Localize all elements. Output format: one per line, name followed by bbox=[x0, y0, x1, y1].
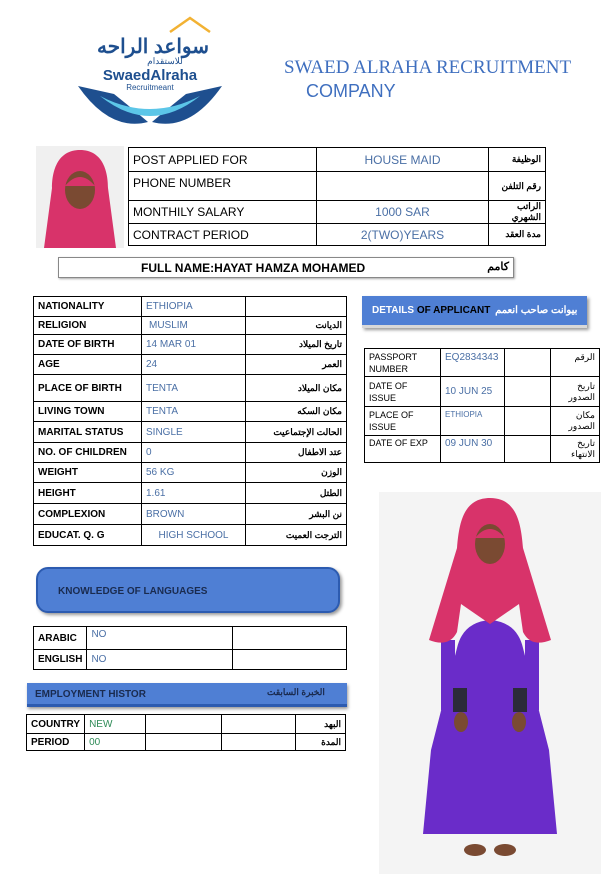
table-row bbox=[34, 504, 347, 525]
job-label: POST APPLIED FOR bbox=[129, 148, 317, 172]
field-arabic: نن البشر bbox=[246, 504, 347, 525]
passport-label: PASSPORT NUMBER bbox=[365, 349, 441, 377]
field-value: 24 bbox=[142, 355, 246, 375]
passport-table bbox=[364, 348, 600, 463]
job-row bbox=[129, 201, 546, 224]
table-row bbox=[34, 402, 347, 422]
job-value: 1000 SAR bbox=[317, 201, 489, 224]
languages-header bbox=[36, 567, 340, 613]
field-label: WEIGHT bbox=[34, 463, 142, 483]
field-label: PLACE OF BIRTH bbox=[34, 375, 142, 402]
field-label: NO. OF CHILDREN bbox=[34, 443, 142, 463]
applicant-full-photo bbox=[379, 492, 601, 874]
passport-value: ETHIOPIA bbox=[441, 407, 505, 436]
passport-label: PLACE OF ISSUE bbox=[365, 407, 441, 436]
table-row bbox=[34, 375, 347, 402]
employment-label: PERIOD bbox=[27, 734, 85, 751]
table-row bbox=[365, 407, 600, 436]
job-value: HOUSE MAID bbox=[317, 148, 489, 172]
job-row bbox=[129, 172, 546, 201]
field-value: 14 MAR 01 bbox=[142, 335, 246, 355]
passport-arabic: تاريخ الصدور bbox=[551, 377, 600, 407]
language-label: ARABIC bbox=[34, 627, 87, 650]
logo-arabic-name: سواعد الراحه bbox=[97, 36, 209, 58]
field-arabic: الترجت العميت bbox=[246, 525, 347, 546]
table-row bbox=[34, 297, 347, 317]
table-row bbox=[27, 715, 346, 734]
passport-value: 10 JUN 25 bbox=[441, 377, 505, 407]
table-row bbox=[34, 335, 347, 355]
employment-arabic-label: البهد bbox=[296, 715, 346, 734]
company-title-line2: COMPANY bbox=[306, 81, 396, 101]
field-value: MUSLIM bbox=[142, 317, 246, 335]
field-label: COMPLEXION bbox=[34, 504, 142, 525]
field-value: 0 bbox=[142, 443, 246, 463]
job-arabic: الوظيفة bbox=[489, 148, 546, 172]
table-row bbox=[34, 525, 347, 546]
language-label: ENGLISH bbox=[34, 650, 87, 670]
job-label: MONTHILY SALARY bbox=[129, 201, 317, 224]
job-arabic: مدة العقد bbox=[489, 224, 546, 246]
field-arabic: الطتل bbox=[246, 483, 347, 504]
details-header-part1: DETAILS bbox=[372, 305, 415, 316]
employment-title: EMPLOYMENT HISTOR bbox=[35, 689, 146, 700]
job-row bbox=[129, 148, 546, 172]
logo-english-name: SwaedAlraha bbox=[102, 67, 198, 84]
details-header-part2: OF APPLICANT bbox=[416, 305, 491, 316]
passport-value: EQ2834343 bbox=[441, 349, 505, 377]
language-value: NO bbox=[87, 627, 233, 650]
company-title-line1: SWAED ALRAHA RECRUITMENT bbox=[284, 57, 572, 78]
details-header bbox=[362, 296, 587, 328]
applicant-portrait bbox=[36, 146, 124, 248]
job-value: 2(TWO)YEARS bbox=[317, 224, 489, 246]
full-name: FULL NAME:HAYAT HAMZA MOHAMED bbox=[141, 261, 366, 275]
field-value: 56 KG bbox=[142, 463, 246, 483]
table-row bbox=[27, 734, 346, 751]
personal-details-table bbox=[33, 296, 347, 546]
table-row bbox=[34, 422, 347, 443]
job-arabic: الراتب الشهري bbox=[489, 201, 546, 224]
field-arabic: مكان السكه bbox=[246, 402, 347, 422]
passport-value: 09 JUN 30 bbox=[441, 436, 505, 463]
table-row bbox=[34, 627, 347, 650]
field-arabic: الوزن bbox=[246, 463, 347, 483]
field-label: RELIGION bbox=[34, 317, 142, 335]
field-value: TENTA bbox=[142, 402, 246, 422]
table-row bbox=[34, 443, 347, 463]
table-row bbox=[365, 349, 600, 377]
job-arabic: رقم التلفن bbox=[489, 172, 546, 201]
full-name-bar bbox=[58, 257, 514, 278]
field-label: AGE bbox=[34, 355, 142, 375]
field-value: BROWN bbox=[142, 504, 246, 525]
passport-label: DATE OF ISSUE bbox=[365, 377, 441, 407]
field-value: 1.61 bbox=[142, 483, 246, 504]
employment-value: 00 bbox=[85, 734, 146, 751]
table-row bbox=[34, 650, 347, 670]
field-arabic: تاريخ الميلاد bbox=[246, 335, 347, 355]
job-value bbox=[317, 172, 489, 201]
company-logo bbox=[70, 14, 230, 132]
table-row bbox=[34, 483, 347, 504]
field-value: SINGLE bbox=[142, 422, 246, 443]
employment-arabic: الخبرة السابقت bbox=[267, 687, 325, 697]
field-label: NATIONALITY bbox=[34, 297, 142, 317]
full-name-arabic: كامم bbox=[487, 261, 509, 273]
language-value: NO bbox=[87, 650, 233, 670]
field-arabic bbox=[246, 297, 347, 317]
field-label: EDUCAT. Q. G bbox=[34, 525, 142, 546]
field-arabic: الديانت bbox=[246, 317, 347, 335]
field-arabic: الحالت الإجتماعيت bbox=[246, 422, 347, 443]
logo-arabic-sub: للاستقدام bbox=[147, 56, 183, 66]
details-header-arabic: بيوانت صاحب انعمم bbox=[495, 305, 578, 316]
table-row bbox=[34, 463, 347, 483]
passport-arabic: الرقم bbox=[551, 349, 600, 377]
field-arabic: عتد الاطفال bbox=[246, 443, 347, 463]
field-arabic: العمر bbox=[246, 355, 347, 375]
job-info-table bbox=[128, 147, 546, 246]
passport-arabic: تاريخ الانتهاء bbox=[551, 436, 600, 463]
languages-title: KNOWLEDGE OF LANGUAGES bbox=[58, 586, 208, 597]
field-label: LIVING TOWN bbox=[34, 402, 142, 422]
field-label: MARITAL STATUS bbox=[34, 422, 142, 443]
passport-label: DATE OF EXP bbox=[365, 436, 441, 463]
passport-arabic: مكان الصدور bbox=[551, 407, 600, 436]
job-row bbox=[129, 224, 546, 246]
employment-arabic-label: المدة bbox=[296, 734, 346, 751]
employment-label: COUNTRY bbox=[27, 715, 85, 734]
employment-table bbox=[26, 714, 346, 751]
job-label: PHONE NUMBER bbox=[129, 172, 317, 201]
table-row bbox=[365, 436, 600, 463]
logo-english-sub: Recruitmeant bbox=[126, 83, 174, 92]
field-value: TENTA bbox=[142, 375, 246, 402]
job-label: CONTRACT PERIOD bbox=[129, 224, 317, 246]
table-row bbox=[365, 377, 600, 407]
field-arabic: مكان الميلاد bbox=[246, 375, 347, 402]
table-row bbox=[34, 355, 347, 375]
field-value: HIGH SCHOOL bbox=[142, 525, 246, 546]
employment-value: NEW bbox=[85, 715, 146, 734]
table-row bbox=[34, 317, 347, 335]
field-value: ETHIOPIA bbox=[142, 297, 246, 317]
field-label: DATE OF BIRTH bbox=[34, 335, 142, 355]
employment-header bbox=[27, 683, 347, 707]
field-label: HEIGHT bbox=[34, 483, 142, 504]
languages-table bbox=[33, 626, 347, 670]
